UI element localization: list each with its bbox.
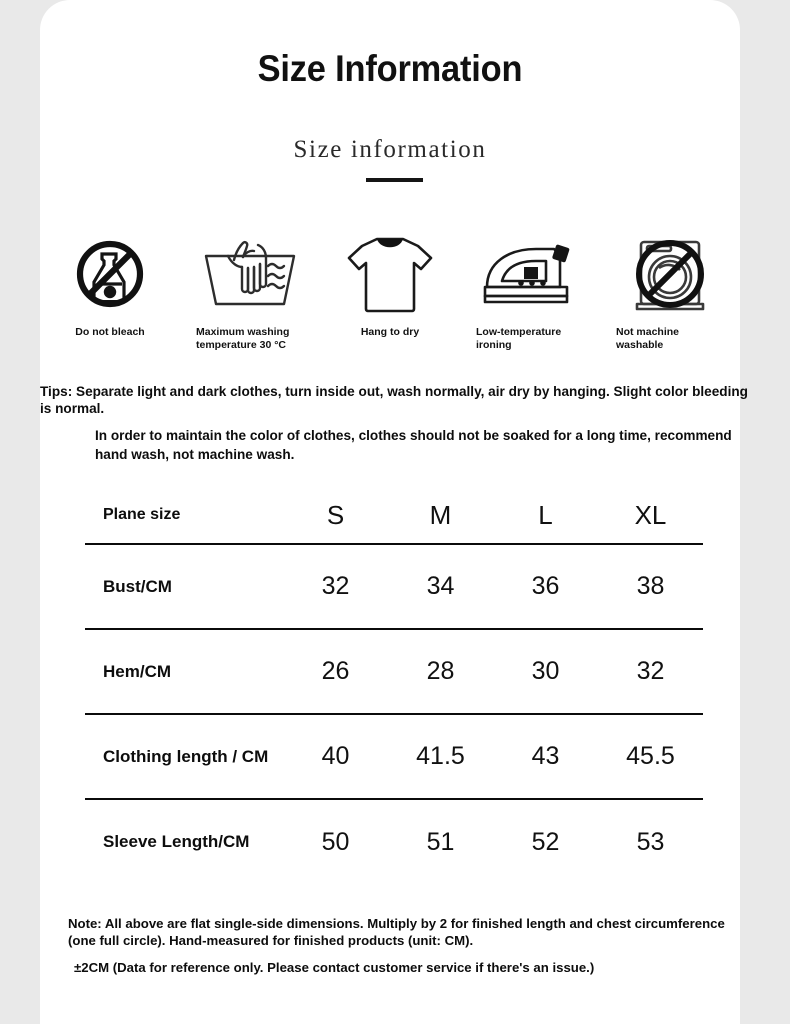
care-icon-item-low-temp-ironing — [460, 228, 600, 378]
column-header-l: L — [493, 487, 598, 544]
cell-sleeve-length-m: 51 — [426, 827, 455, 856]
cell-clothing-length-m: 41.5 — [388, 714, 493, 799]
care-icon-label: Low-temperature ironing — [476, 326, 562, 352]
cell-bust-m: 34 — [388, 544, 493, 629]
cell-hem-s: 26 — [283, 629, 388, 714]
care-icon-item-not-machine-washable — [600, 228, 740, 378]
row-label-clothing-length: Clothing length / CM — [85, 714, 283, 799]
cell-clothing-length-s: 40 — [283, 714, 388, 799]
cell-bust-xl: 38 — [598, 544, 703, 629]
cell-clothing-length-l: 43 — [493, 714, 598, 799]
content-card — [40, 0, 748, 1024]
no-bleach-icon — [68, 228, 152, 320]
subtitle-divider — [366, 178, 423, 182]
care-icon-label: Do not bleach — [75, 326, 145, 338]
cell-sleeve-length-l: 52 — [531, 827, 560, 856]
table-row — [85, 544, 703, 629]
care-instruction-icons — [40, 228, 740, 378]
column-header-xl: XL — [598, 487, 703, 544]
care-icon-item-hang-to-dry — [320, 228, 460, 378]
column-header-label: Plane size — [85, 487, 283, 544]
tips-sub-text: In order to maintain the color of clothes, clothes should not be soaked for a long time, recommend hand wash, not machine wash. — [95, 427, 732, 462]
care-icon-label: Not machine washable — [616, 326, 680, 352]
care-icon-item-hand-wash — [180, 228, 320, 378]
measurement-note — [68, 915, 748, 978]
table-header-row — [85, 487, 703, 544]
note-line-a: Note: All above are flat single-side dimensions. Multiply by 2 for finished length and chest circumference (one full circle). Hand-measured for finished products (unit: CM). — [68, 916, 725, 949]
cell-clothing-length-xl: 45.5 — [598, 714, 703, 799]
size-table-grid — [85, 487, 703, 884]
care-icon-item-do-not-bleach — [40, 228, 180, 378]
iron-low-temp-icon — [480, 228, 580, 320]
column-header-s: S — [283, 487, 388, 544]
hand-wash-basin-icon — [198, 228, 302, 320]
tips-block — [40, 383, 790, 464]
care-icon-label: Maximum washing temperature 30 °C — [196, 326, 290, 352]
cell-bust-l: 36 — [493, 544, 598, 629]
row-label-sleeve-length: Sleeve Length/CM — [103, 832, 250, 852]
tshirt-hang-dry-icon — [344, 228, 436, 320]
table-row — [85, 629, 703, 714]
row-label-bust: Bust/CM — [85, 544, 283, 629]
table-row — [85, 714, 703, 799]
cell-hem-l: 30 — [493, 629, 598, 714]
care-icon-label: Hang to dry — [360, 326, 420, 338]
cell-sleeve-length-xl: 53 — [636, 827, 665, 856]
table-row — [85, 799, 703, 884]
cell-bust-s: 32 — [283, 544, 388, 629]
cell-hem-xl: 32 — [598, 629, 703, 714]
note-line-b: ±2CM (Data for reference only. Please contact customer service if there's an issue.) — [74, 960, 595, 976]
page-subtitle: Size information — [293, 136, 487, 163]
column-header-m: M — [388, 487, 493, 544]
row-label-hem: Hem/CM — [85, 629, 283, 714]
cell-sleeve-length-s: 50 — [321, 827, 350, 856]
size-table — [85, 487, 703, 884]
cell-hem-m: 28 — [388, 629, 493, 714]
tips-main-text: Tips: Separate light and dark clothes, turn inside out, wash normally, air dry by hanging. Slight color bleeding is normal. — [40, 384, 748, 417]
page-title: Size Information — [257, 48, 523, 89]
no-machine-wash-icon — [625, 228, 715, 320]
